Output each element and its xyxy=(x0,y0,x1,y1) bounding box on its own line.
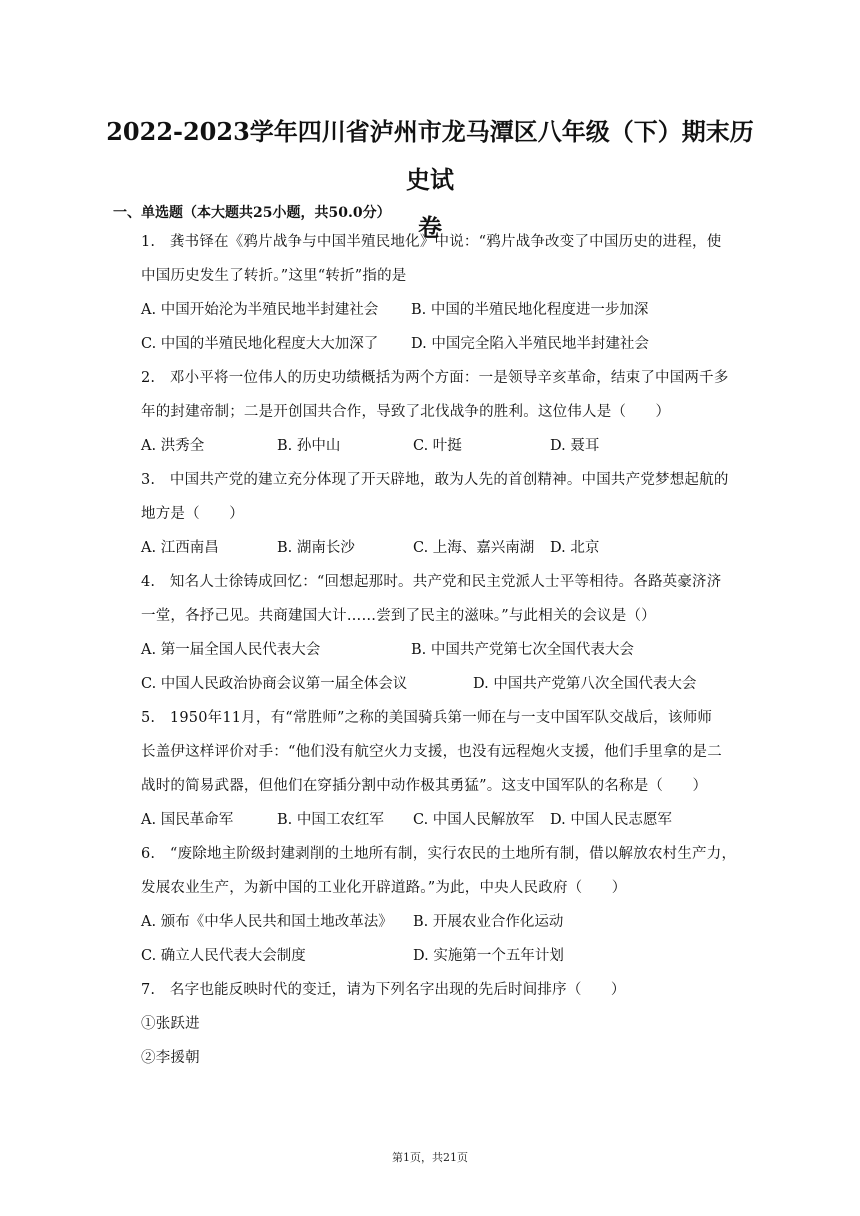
question-1-line-1: 1. 龚书铎在《鸦片战争与中国半殖民地化》中说：“鸦片战争改变了中国历史的进程，使 xyxy=(141,234,722,250)
page-footer: 第1页，共21页 xyxy=(392,1151,468,1164)
question-6-line-1: 6. “废除地主阶级封建剥削的土地所有制，实行农民的土地所有制，借以解放农村生产力， xyxy=(141,846,737,862)
title-line-2: 卷 xyxy=(418,213,442,242)
question-5-option-c: C. 中国人民解放军 xyxy=(413,812,535,828)
question-5-line-2: 长盖伊这样评价对手：“他们没有航空火力支援，也没有远程炮火支援，他们手里拿的是二 xyxy=(141,744,722,760)
question-4-option-b: B. 中国共产党第七次全国代表大会 xyxy=(411,642,634,658)
question-4-option-a: A. 第一届全国人民代表大会 xyxy=(141,642,321,658)
question-2-line-1: 2. 邓小平将一位伟人的历史功绩概括为两个方面：一是领导辛亥革命，结束了中国两千多 xyxy=(141,370,729,386)
question-2-option-a: A. 洪秀全 xyxy=(141,438,205,454)
question-5-option-b: B. 中国工农红军 xyxy=(277,812,384,828)
question-5-line-3: 战时的简易武器，但他们在穿插分割中动作极其勇猛”。这支中国军队的名称是（ ） xyxy=(141,778,708,794)
question-3-option-b: B. 湖南长沙 xyxy=(277,540,355,556)
question-1-option-b: B. 中国的半殖民地化程度进一步加深 xyxy=(411,302,649,318)
question-5-option-a: A. 国民革命军 xyxy=(141,812,234,828)
question-4-option-c: C. 中国人民政治协商会议第一届全体会议 xyxy=(141,676,408,692)
question-2-option-b: B. 孙中山 xyxy=(277,438,341,454)
question-3-option-a: A. 江西南昌 xyxy=(141,540,219,556)
title-line-1: 2022-2023学年四川省泸州市龙马潭区八年级（下）期末历史试 xyxy=(106,117,754,194)
question-4-line-1: 4. 知名人士徐铸成回忆：“回想起那时。共产党和民主党派人士平等相待。各路英豪济济 xyxy=(141,574,722,590)
question-6-option-c: C. 确立人民代表大会制度 xyxy=(141,948,306,964)
question-5-line-1: 5. 1950年11月，有“常胜师”之称的美国骑兵第一师在与一支中国军队交战后，该师师 xyxy=(141,710,713,726)
question-6-option-b: B. 开展农业合作化运动 xyxy=(413,914,564,930)
question-1-option-d: D. 中国完全陷入半殖民地半封建社会 xyxy=(411,336,649,352)
question-4-options-row-2 xyxy=(141,673,761,695)
question-2-options xyxy=(141,435,761,457)
question-4-line-2: 一堂，各抒己见。共商建国大计……尝到了民主的滋味。”与此相关的会议是（） xyxy=(141,608,656,624)
question-3-options xyxy=(141,537,761,559)
question-7-item-2: ②李援朝 xyxy=(141,1050,200,1066)
question-5-options xyxy=(141,809,761,831)
question-4-option-d: D. 中国共产党第八次全国代表大会 xyxy=(473,676,697,692)
question-6-option-a: A. 颁布《中华人民共和国土地改革法》 xyxy=(141,914,393,930)
question-4-options-row-1 xyxy=(141,639,761,661)
question-6-line-2: 发展农业生产，为新中国的工业化开辟道路。”为此，中央人民政府（ ） xyxy=(141,880,627,896)
question-3-option-d: D. 北京 xyxy=(550,540,600,556)
question-1-option-a: A. 中国开始沦为半殖民地半封建社会 xyxy=(141,302,379,318)
question-7-line-1: 7. 名字也能反映时代的变迁，请为下列名字出现的先后时间排序（ ） xyxy=(141,982,626,998)
question-7-item-1: ①张跃进 xyxy=(141,1016,200,1032)
question-6-options-row-1 xyxy=(141,911,761,933)
question-1-options-row-2 xyxy=(141,333,761,355)
question-1-line-2: 中国历史发生了转折。”这里“转折”指的是 xyxy=(141,268,407,284)
question-1-option-c: C. 中国的半殖民地化程度大大加深了 xyxy=(141,336,379,352)
question-2-line-2: 年的封建帝制；二是开创国共合作，导致了北伐战争的胜利。这位伟人是（ ） xyxy=(141,404,671,420)
question-1-options-row-1 xyxy=(141,299,761,321)
question-2-option-d: D. 聂耳 xyxy=(550,438,600,454)
question-3-option-c: C. 上海、嘉兴南湖 xyxy=(413,540,535,556)
section-heading: 一、单选题（本大题共25小题，共50.0分） xyxy=(113,205,391,221)
question-2-option-c: C. 叶挺 xyxy=(413,438,462,454)
question-6-option-d: D. 实施第一个五年计划 xyxy=(413,948,564,964)
question-3-line-2: 地方是（ ） xyxy=(141,506,244,522)
question-3-line-1: 3. 中国共产党的建立充分体现了开天辟地，敢为人先的首创精神。中国共产党梦想起航的 xyxy=(141,472,729,488)
question-5-option-d: D. 中国人民志愿军 xyxy=(550,812,672,828)
question-6-options-row-2 xyxy=(141,945,761,967)
